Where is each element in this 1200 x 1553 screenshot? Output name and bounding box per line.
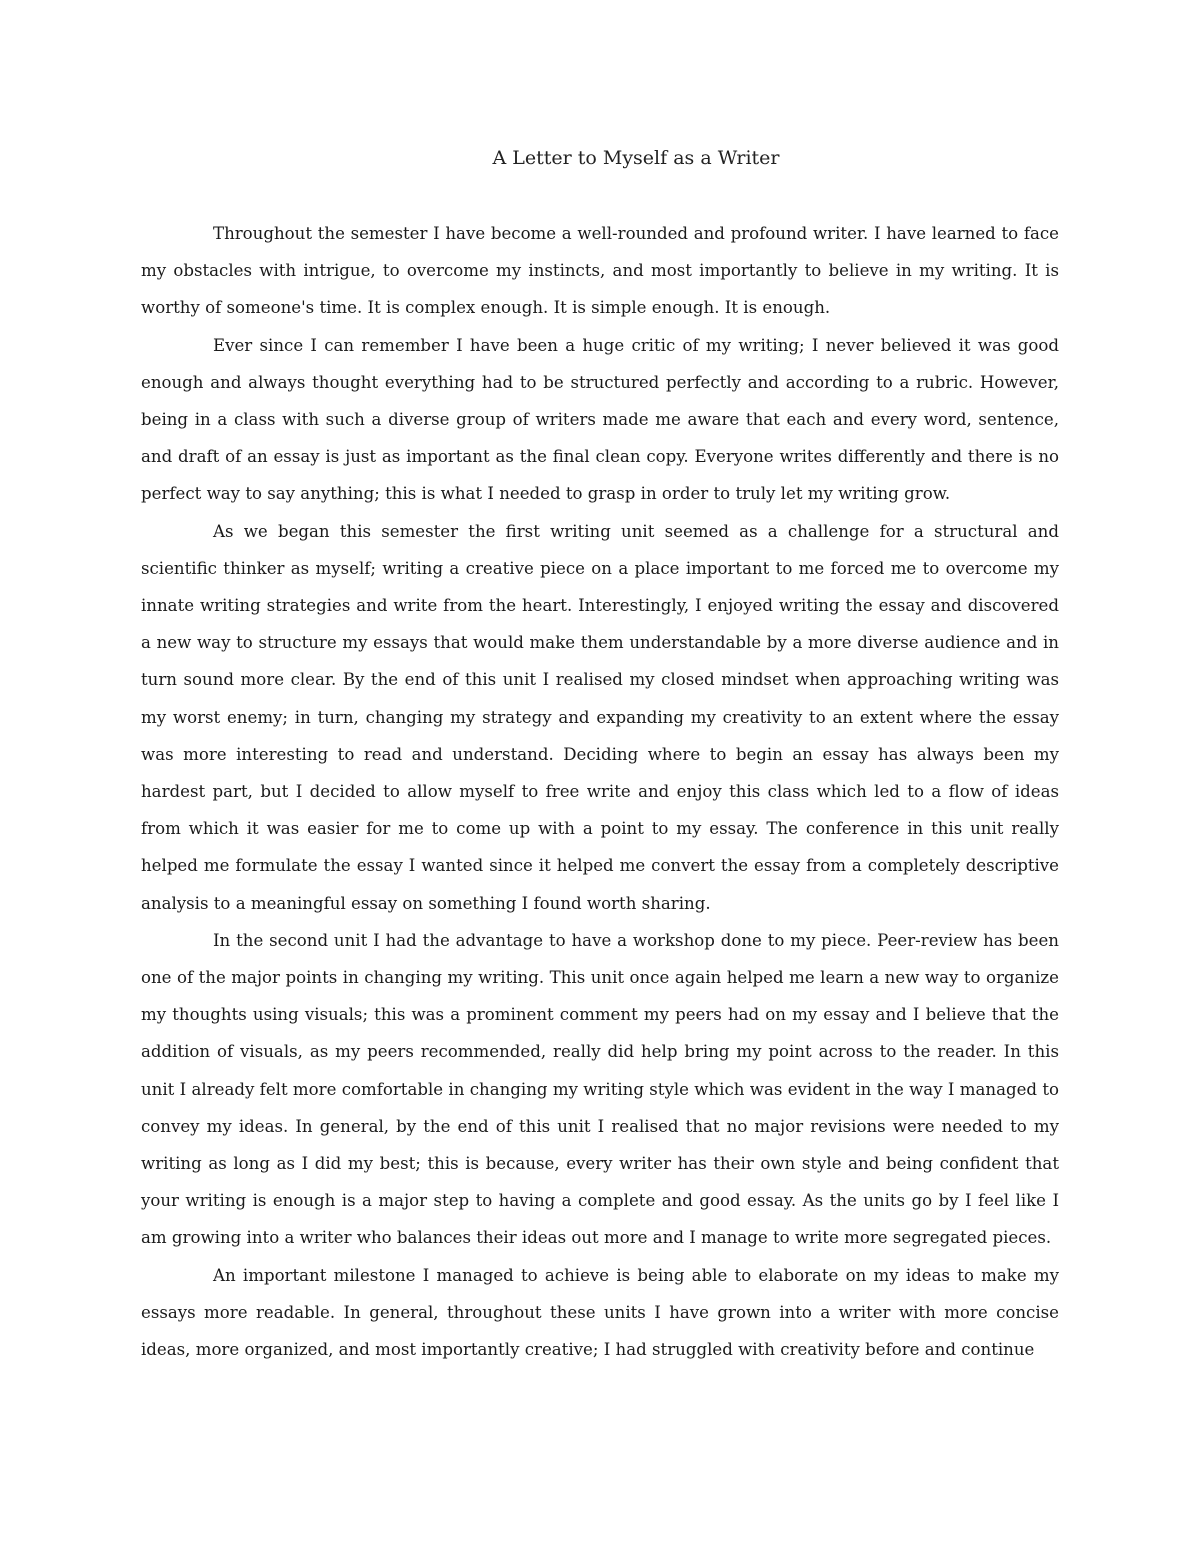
- paragraph-3: As we began this semester the first writing unit seemed as a challenge for a structural and scientific thinker as myself; writing a creative piece on a place important to me forced me to overcome my innate writing strategies and write from the heart. Interestingly, I enjoyed writing the essay and discovered a new way to structure my essays that would make them understandable by a more diverse audience and in turn sound more clear. By the end of this unit I realised my closed mindset when approaching writing was my worst enemy; in turn, changing my strategy and expanding my creativity to an extent where the essay was more interesting to read and understand. Deciding where to begin an essay has always been my hardest part, but I decided to allow myself to free write and enjoy this class which led to a flow of ideas from which it was easier for me to come up with a point to my essay. The conference in this unit really helped me formulate the essay I wanted since it helped me convert the essay from a completely descriptive analysis to a meaningful essay on something I found worth sharing.: [141, 521, 1059, 913]
- document-title: A Letter to Myself as a Writer: [492, 147, 780, 169]
- paragraph-4: In the second unit I had the advantage to have a workshop done to my piece. Peer-review has been one of the major points in changing my writing. This unit once again helped me learn a new way to organize my thoughts using visuals; this was a prominent comment my peers had on my essay and I believe that the addition of visuals, as my peers recommended, really did help bring my point across to the reader. In this unit I already felt more comfortable in changing my writing style which was evident in the way I managed to convey my ideas. In general, by the end of this unit I realised that no major revisions were needed to my writing as long as I did my best; this is because, every writer has their own style and being confident that your writing is enough is a major step to having a complete and good essay. As the units go by I feel like I am growing into a writer who balances their ideas out more and I manage to write more segregated pieces.: [141, 930, 1059, 1248]
- paragraph-1: Throughout the semester I have become a well-rounded and profound writer. I have learned to face my obstacles with intrigue, to overcome my instincts, and most importantly to believe in my writing. It is worthy of someone's time. It is complex enough. It is simple enough. It is enough.: [141, 224, 1059, 318]
- paragraph-2: Ever since I can remember I have been a huge critic of my writing; I never believed it was good enough and always thought everything had to be structured perfectly and according to a rubric. However, being in a class with such a diverse group of writers made me aware that each and every word, sentence, and draft of an essay is just as important as the final clean copy. Everyone writes differently and there is no perfect way to say anything; this is what I needed to grasp in order to truly let my writing grow.: [141, 335, 1059, 504]
- paragraph-5: An important milestone I managed to achieve is being able to elaborate on my ideas to make my essays more readable. In general, throughout these units I have grown into a writer with more concise ideas, more organized, and most importantly creative; I had struggled with creativity before and continue: [141, 1265, 1059, 1360]
- document-body: [141, 215, 1059, 1368]
